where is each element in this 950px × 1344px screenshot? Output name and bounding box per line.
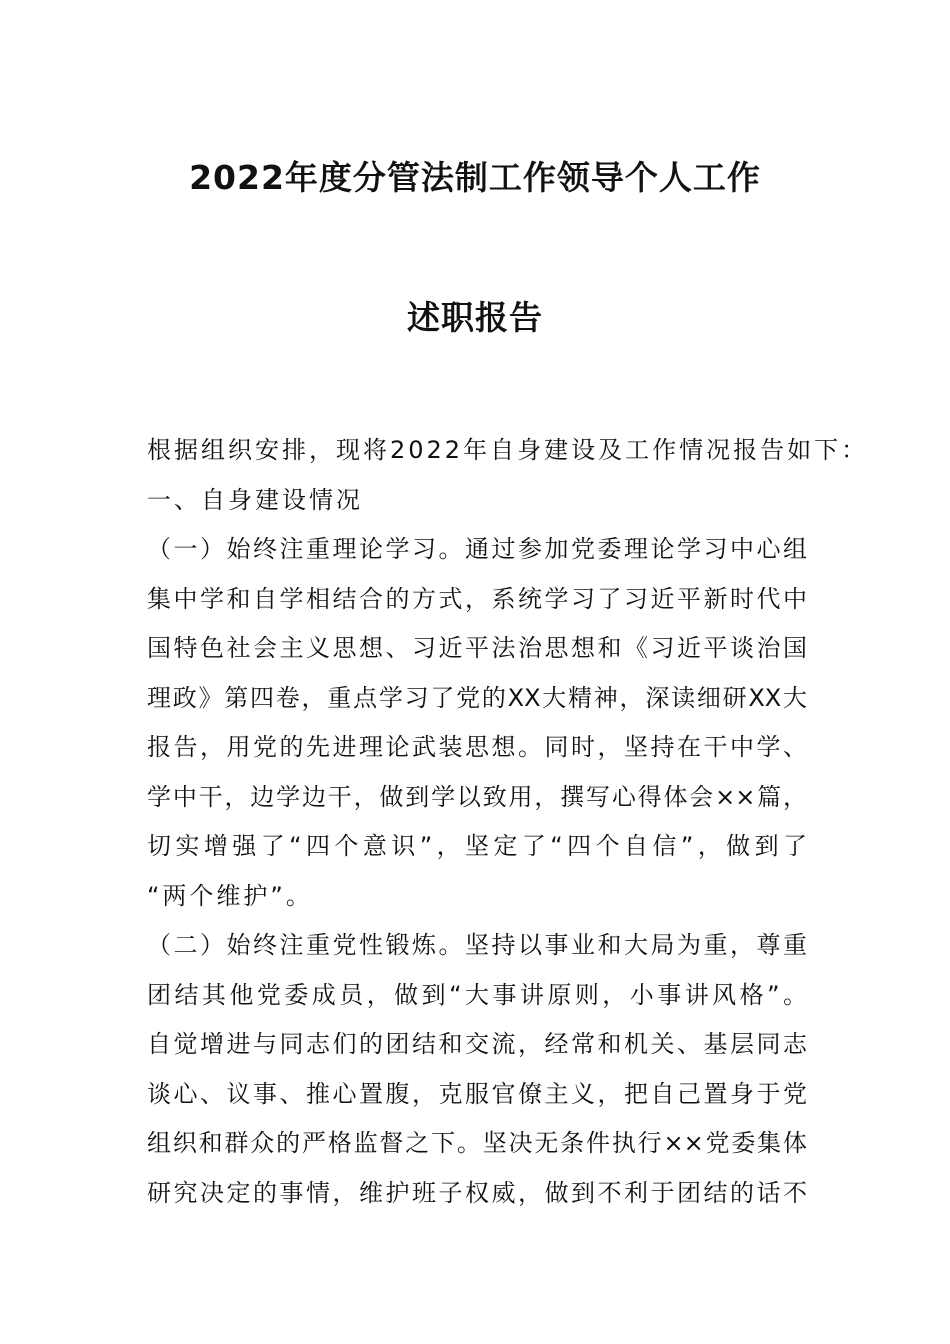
paragraph-intro: 根据组织安排，现将2022年自身建设及工作情况报告如下：: [147, 436, 869, 464]
section-heading-self-building: 一、自身建设情况: [147, 485, 363, 514]
document-title-line-2: 述职报告: [407, 298, 543, 337]
paragraph-line: 报告，用党的先进理论武装思想。同时，坚持在干中学、: [147, 733, 807, 761]
paragraph-line: 组织和群众的严格监督之下。坚决无条件执行××党委集体: [147, 1129, 807, 1157]
document-body: [147, 426, 869, 1218]
paragraph-line: 理政》第四卷，重点学习了党的XX大精神，深读细研XX大: [147, 683, 807, 712]
paragraph-line: 谈心、议事、推心置腹，克服官僚主义，把自己置身于党: [147, 1079, 807, 1108]
paragraph-line: 集中学和自学相结合的方式，系统学习了习近平新时代中: [147, 584, 807, 613]
document-title-line-1: 2022年度分管法制工作领导个人工作: [189, 158, 761, 197]
paragraph-line-end: “两个维护”。: [147, 881, 313, 910]
paragraph-line: 自觉增进与同志们的团结和交流，经常和机关、基层同志: [147, 1030, 807, 1058]
paragraph-line: 团结其他党委成员，做到“大事讲原则，小事讲风格”。: [147, 980, 807, 1009]
paragraph-line: 切实增强了“四个意识”，坚定了“四个自信”，做到了: [147, 832, 807, 860]
paragraph-line: （二）始终注重党性锻炼。坚持以事业和大局为重，尊重: [147, 931, 807, 959]
paragraph-line: （一）始终注重理论学习。通过参加党委理论学习中心组: [147, 535, 807, 563]
paragraph-line: 学中干，边学边干，做到学以致用，撰写心得体会××篇，: [147, 782, 807, 811]
paragraph-line: 研究决定的事情，维护班子权威，做到不利于团结的话不: [147, 1178, 807, 1207]
paragraph-line: 国特色社会主义思想、习近平法治思想和《习近平谈治国: [147, 634, 807, 662]
